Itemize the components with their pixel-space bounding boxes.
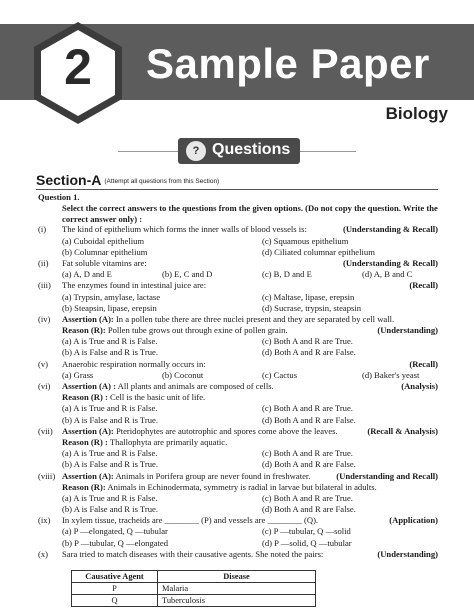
reason-line — [38, 437, 438, 448]
question-content — [38, 192, 438, 560]
section-title: Section-A — [36, 172, 102, 188]
cognitive-tag: (Recall) — [409, 358, 438, 369]
question-text — [62, 381, 274, 392]
question-item — [38, 224, 438, 235]
answer-option: (c) B, D and E — [262, 269, 312, 280]
options-row — [38, 236, 438, 247]
question-icon: ? — [186, 141, 206, 161]
subject-label: Biology — [385, 104, 448, 123]
options-row — [38, 493, 438, 504]
options-row — [38, 403, 438, 414]
answer-option: (a) A is True and R is False. — [62, 336, 158, 347]
answer-option: (c) Cactus — [262, 369, 298, 380]
question-stem: In xylem tissue, tracheids are ________ (P) and vessels are ________ (Q). — [62, 515, 319, 526]
table-cell: Q — [72, 595, 158, 607]
page-title: Sample Paper — [146, 40, 430, 87]
options-row — [38, 370, 438, 381]
question-stem: Sara tried to match diseases with their causative agents. She noted the pairs: — [62, 548, 324, 559]
options-row — [38, 526, 438, 537]
reason-label: Reason (R) : — [62, 436, 108, 447]
answer-option: (d) Both A and R are False. — [262, 347, 356, 358]
table-cell: P — [72, 583, 158, 595]
reason-statement: Cell is the basic unit of life. — [107, 392, 206, 403]
reason-statement: Pollen tube grows out through exine of pollen grain. — [105, 325, 288, 336]
question-number: (viii) — [38, 470, 56, 481]
question-number: (vii) — [38, 425, 53, 436]
cognitive-tag: (Understanding and Recall) — [336, 470, 438, 481]
question-stem: The kind of epithelium which forms the inner walls of blood vessels is: — [62, 224, 307, 235]
question-item — [38, 359, 438, 370]
options-row — [38, 269, 438, 280]
reason-label: Reason (R): — [62, 325, 106, 336]
options-row — [38, 448, 438, 459]
answer-option: (b) Columnar epithelium — [62, 246, 148, 257]
options-row — [38, 415, 438, 426]
question-text — [62, 471, 310, 482]
question-item — [38, 314, 438, 325]
answer-option: (a) Trypsin, amylase, lactase — [62, 291, 161, 302]
answer-option: (d) P —solid, Q —tubular — [262, 537, 352, 548]
answer-option: (c) Both A and R are True. — [262, 403, 353, 414]
answer-option: (d) Sucrase, trypsin, steapsin — [262, 302, 362, 313]
question-stem: All plants and animals are composed of cells. — [115, 381, 274, 391]
question-number: (iii) — [38, 280, 51, 291]
instruction-text: Select the correct answers to the questions from the given options. (Do not copy the question. Write the correct answer only) : — [62, 203, 438, 224]
question-text — [62, 426, 338, 437]
question-text — [62, 280, 206, 291]
options-row — [38, 336, 438, 347]
section-divider — [36, 189, 438, 190]
question-text — [62, 224, 307, 235]
question-number: (iv) — [38, 313, 51, 324]
question-text — [62, 258, 147, 269]
answer-option: (d) Both A and R are False. — [262, 459, 356, 470]
reason-line — [38, 482, 438, 493]
question-item — [38, 258, 438, 269]
answer-option: (c) Both A and R are True. — [262, 492, 353, 503]
options-row — [38, 459, 438, 470]
reason-line — [38, 325, 438, 336]
question-stem: The enzymes found in intestinal juice are: — [62, 280, 207, 291]
question-text — [62, 359, 206, 370]
answer-option: (b) E, C and D — [162, 269, 213, 280]
cognitive-tag: (Recall) — [409, 280, 438, 291]
question-number: (i) — [38, 224, 47, 235]
cognitive-tag: (Understanding & Recall) — [342, 224, 438, 235]
reason-text — [62, 437, 227, 448]
question-item — [38, 515, 438, 526]
assertion-label: Assertion (A): — [62, 313, 114, 324]
table-header: Causative Agent — [72, 571, 158, 583]
reason-text — [62, 482, 377, 493]
question-number: (x) — [38, 548, 49, 559]
answer-option: (a) P —elongated, Q —tubular — [62, 526, 168, 537]
section-heading — [36, 172, 219, 188]
table-header: Disease — [158, 571, 316, 583]
reason-text — [62, 325, 288, 336]
answer-option: (c) P —tubular, Q —solid — [262, 526, 351, 537]
question-stem: Anaerobic respiration normally occurs in: — [62, 358, 206, 369]
cognitive-tag: (Understanding) — [377, 548, 438, 559]
question-item — [38, 381, 438, 392]
answer-option: (a) A, D and E — [62, 269, 112, 280]
question-text — [62, 314, 394, 325]
table-row — [72, 595, 316, 607]
assertion-label: Assertion (A): — [62, 470, 114, 481]
question-stem: Pteridophytes are autotrophic and spores come above the leaves. — [113, 425, 338, 436]
question-stem: Animals in Porifera group are never found in freshwater. — [113, 470, 311, 481]
answer-option: (d) Both A and R are False. — [262, 414, 356, 425]
answer-option: (b) A is False and R is True. — [62, 414, 158, 425]
question-item — [38, 471, 438, 482]
reason-line — [38, 392, 438, 403]
question-item — [38, 426, 438, 437]
table-cell: Tuberculosis — [158, 595, 316, 607]
options-row — [38, 538, 438, 549]
options-row — [38, 292, 438, 303]
table-header-row — [72, 571, 316, 583]
question-item — [38, 280, 438, 291]
options-row — [38, 504, 438, 515]
assertion-label: Assertion (A): — [62, 425, 114, 436]
cognitive-tag: (Application) — [389, 515, 438, 526]
paper-number: 2 — [64, 39, 92, 95]
answer-option: (a) A is True and R is False. — [62, 492, 158, 503]
reason-label: Reason (R) : — [62, 392, 108, 403]
answer-option: (a) Cuboidal epithelium — [62, 235, 145, 246]
answer-option: (b) A is False and R is True. — [62, 459, 158, 470]
table-cell: Malaria — [158, 583, 316, 595]
question-number: (vi) — [38, 381, 51, 391]
answer-option: (b) Coconut — [162, 369, 204, 380]
answer-option: (d) A, B and C — [362, 269, 413, 280]
answer-option: (c) Both A and R are True. — [262, 336, 353, 347]
reason-label: Reason (R): — [62, 481, 106, 492]
answer-option: (c) Both A and R are True. — [262, 448, 353, 459]
cognitive-tag: (Understanding) — [377, 325, 438, 336]
options-row — [38, 303, 438, 314]
reason-statement: Thallophyta are primarily aquatic. — [107, 436, 228, 447]
answer-option: (a) Grass — [62, 369, 94, 380]
question-text — [62, 549, 323, 560]
answer-option: (b) Steapsin, lipase, erepsin — [62, 302, 157, 313]
question-stem: In a pollen tube there are three nuclei present and they are separated by cell wall. — [113, 313, 395, 324]
assertion-label: Assertion (A) : — [62, 381, 116, 391]
paper-number-badge — [30, 20, 126, 126]
answer-option: (c) Squamous epithelium — [262, 235, 349, 246]
options-row — [38, 347, 438, 358]
cognitive-tag: (Understanding & Recall) — [342, 257, 438, 268]
questions-label: Questions — [212, 141, 291, 158]
answer-option: (c) Maltase, lipase, erepsin — [262, 291, 355, 302]
answer-option: (b) A is False and R is True. — [62, 504, 158, 515]
answer-option: (a) A is True and R is False. — [62, 448, 158, 459]
question-label: Question 1. — [38, 192, 80, 202]
answer-option: (b) A is False and R is True. — [62, 347, 158, 358]
answer-option: (d) Both A and R are False. — [262, 504, 356, 515]
section-note: (Attempt all questions from this Section) — [104, 177, 220, 185]
answer-option: (a) A is True and R is False. — [62, 403, 158, 414]
table-row — [72, 583, 316, 595]
reason-statement: Animals in Echinodermata, symmetry is radial in larvae but bilateral in adults. — [105, 481, 377, 492]
options-row — [38, 247, 438, 258]
question-stem: Fat soluble vitamins are: — [62, 257, 147, 268]
question-number: (v) — [38, 358, 49, 369]
cognitive-tag: (Analysis) — [401, 381, 438, 391]
cognitive-tag: (Recall & Analysis) — [367, 425, 438, 436]
question-number: (ix) — [38, 515, 51, 526]
disease-table — [71, 570, 316, 607]
answer-option: (b) P —tubular, Q —elongated — [62, 537, 169, 548]
question-item — [38, 549, 438, 560]
reason-text — [62, 392, 205, 403]
question-number: (ii) — [38, 257, 49, 268]
answer-option: (d) Ciliated columnar epithelium — [262, 246, 375, 257]
question-text — [62, 515, 318, 526]
answer-option: (d) Baker's yeast — [362, 369, 420, 380]
